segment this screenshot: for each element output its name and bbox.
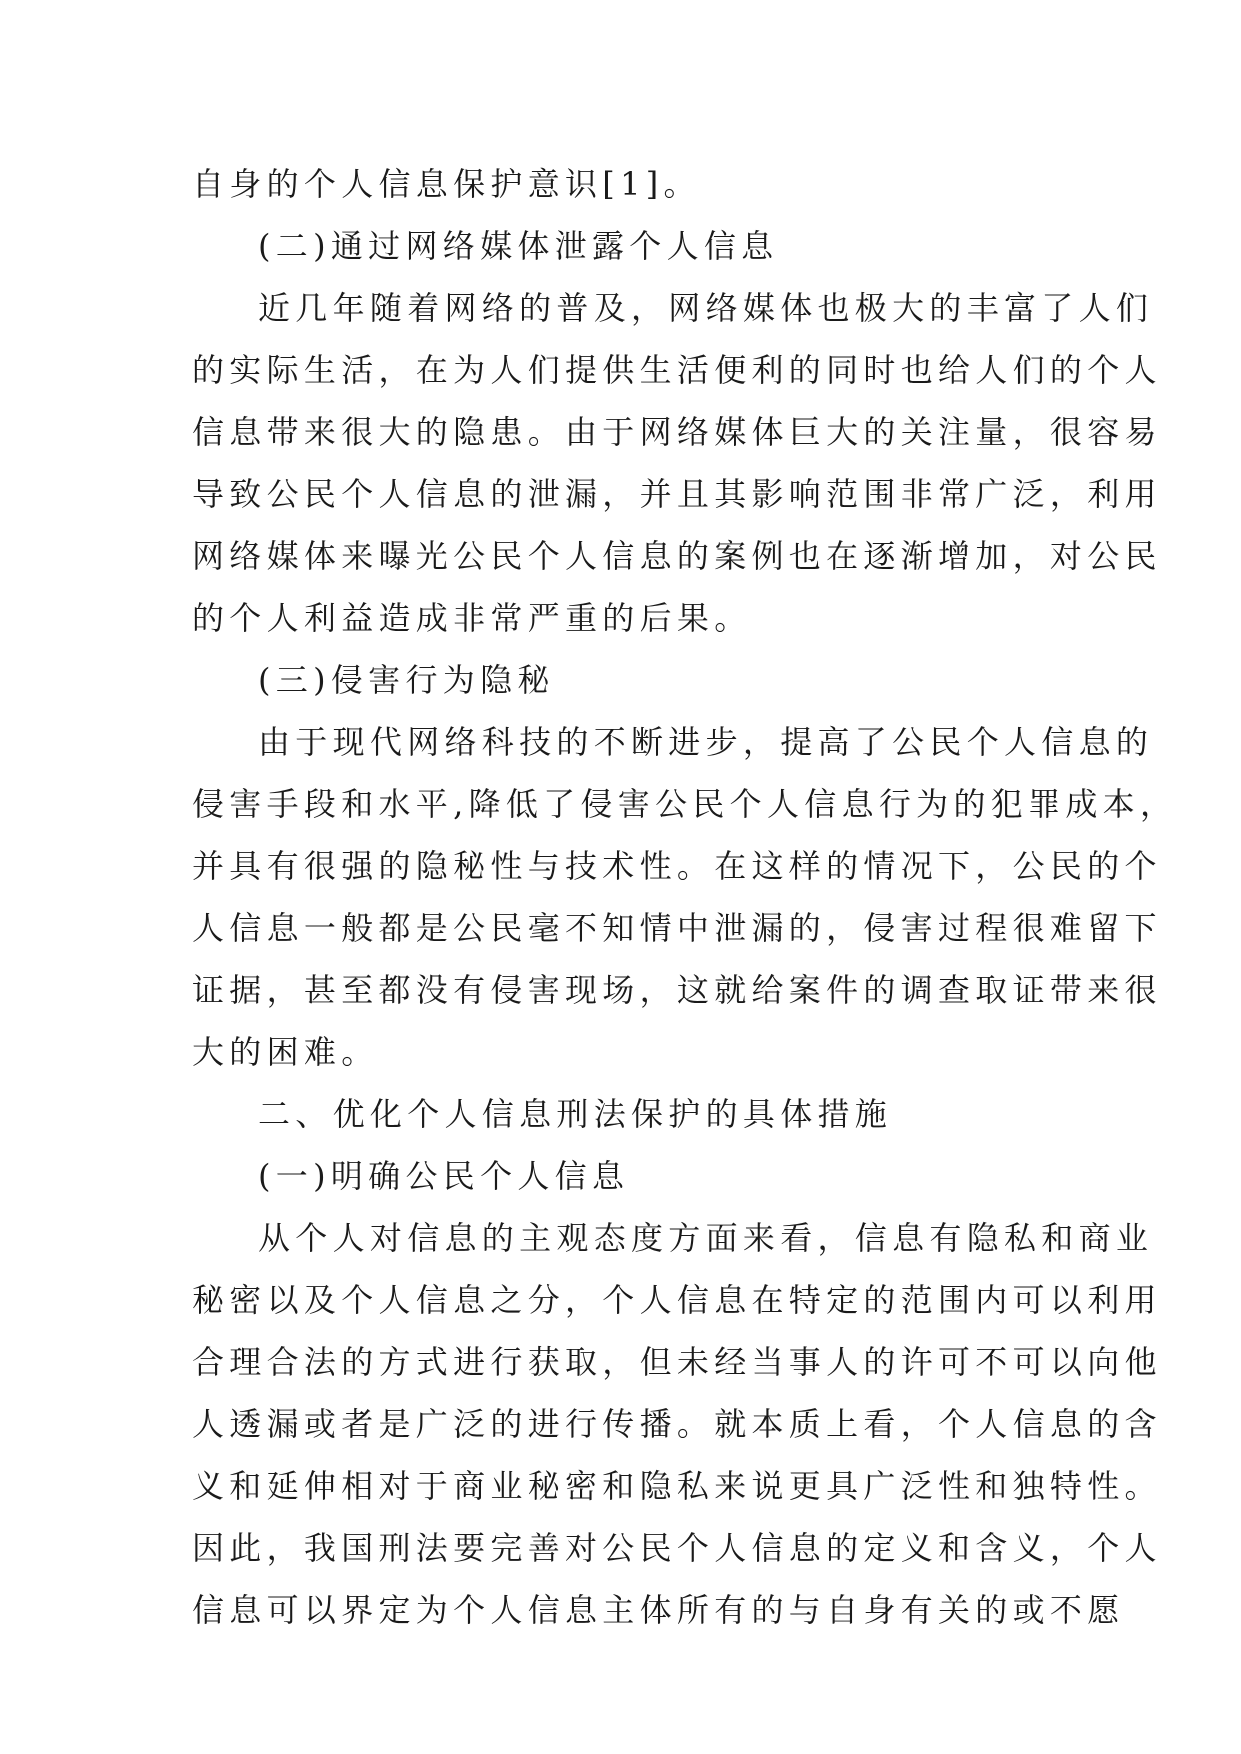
text-line: 自身的个人信息保护意识[1]。 [192,165,701,203]
paragraph-line: 并具有很强的隐秘性与技术性。在这样的情况下，公民的个 [192,847,1162,885]
subheading-3: (三)侵害行为隐秘 [258,661,555,699]
paragraph-line: 证据，甚至都没有侵害现场，这就给案件的调查取证带来很 [192,971,1162,1009]
paragraph-line: 义和延伸相对于商业秘密和隐私来说更具广泛性和独特性。 [192,1467,1162,1505]
paragraph-line: 秘密以及个人信息之分，个人信息在特定的范围内可以利用 [192,1281,1162,1319]
paragraph-line: 信息可以界定为个人信息主体所有的与自身有关的或不愿 [192,1591,1125,1629]
paragraph-line: 合理合法的方式进行获取，但未经当事人的许可不可以向他 [192,1343,1162,1381]
paragraph-line: 因此，我国刑法要完善对公民个人信息的定义和含义，个人 [192,1529,1162,1567]
paragraph-line: 导致公民个人信息的泄漏，并且其影响范围非常广泛，利用 [192,475,1162,513]
subheading-2: (二)通过网络媒体泄露个人信息 [258,227,779,265]
paragraph-line: 信息带来很大的隐患。由于网络媒体巨大的关注量，很容易 [192,413,1162,451]
paragraph-line: 由于现代网络科技的不断进步，提高了公民个人信息的 [258,723,1154,761]
paragraph-line: 从个人对信息的主观态度方面来看，信息有隐私和商业 [258,1219,1154,1257]
subheading-1: (一)明确公民个人信息 [258,1157,630,1195]
paragraph-line: 人信息一般都是公民毫不知情中泄漏的，侵害过程很难留下 [192,909,1162,947]
paragraph-line: 大的困难。 [192,1033,379,1071]
paragraph-line: 的个人利益造成非常严重的后果。 [192,599,752,637]
paragraph-line: 近几年随着网络的普及，网络媒体也极大的丰富了人们 [258,289,1154,327]
paragraph-line: 人透漏或者是广泛的进行传播。就本质上看，个人信息的含 [192,1405,1162,1443]
paragraph-line: 网络媒体来曝光公民个人信息的案例也在逐渐增加，对公民 [192,537,1162,575]
section-heading-2: 二、优化个人信息刑法保护的具体措施 [258,1095,893,1133]
paragraph-line: 侵害手段和水平,降低了侵害公民个人信息行为的犯罪成本， [192,785,1178,823]
paragraph-line: 的实际生活，在为人们提供生活便利的同时也给人们的个人 [192,351,1162,389]
